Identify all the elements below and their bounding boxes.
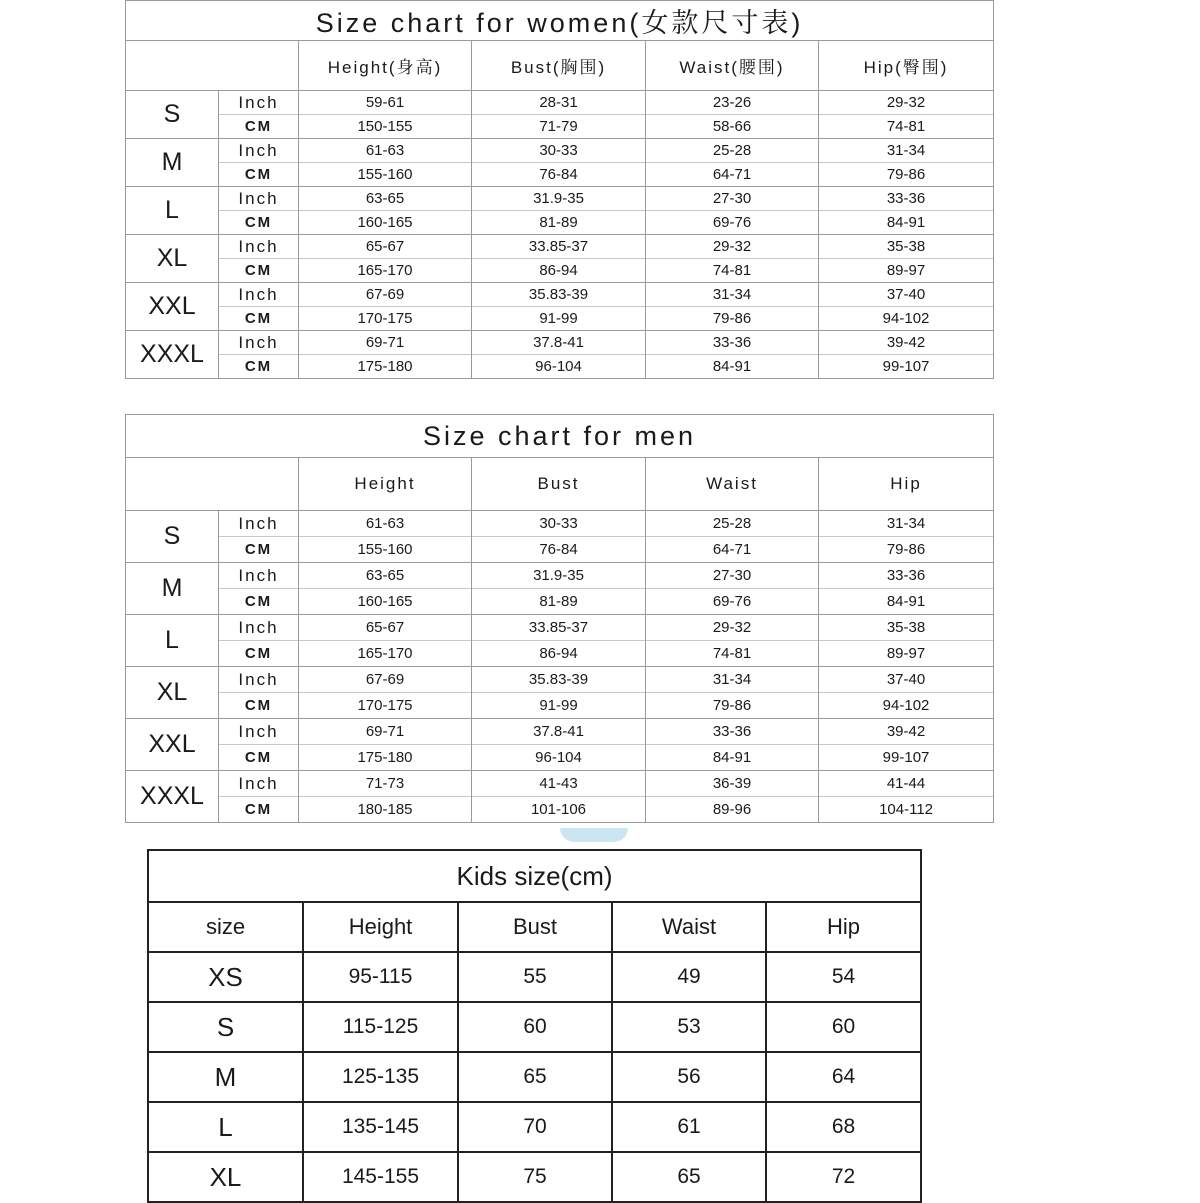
men-size-label: XL (126, 667, 219, 719)
women-unit-cm: CM (219, 355, 299, 379)
women-row-xxxl-inch (126, 331, 994, 355)
women-bust-cm-value: 91-99 (472, 307, 646, 331)
women-waist-inch-value: 31-34 (646, 283, 819, 307)
women-waist-inch-value: 27-30 (646, 187, 819, 211)
men-hip-inch-value: 33-36 (819, 563, 994, 589)
men-hip-inch-value: 39-42 (819, 719, 994, 745)
women-row-xl-inch (126, 235, 994, 259)
kids-bust-value: 55 (458, 952, 612, 1002)
women-header-hip: Hip(臀围) (819, 41, 994, 91)
women-row-s-inch (126, 91, 994, 115)
men-waist-cm-value: 84-91 (646, 745, 819, 771)
women-chart-title: Size chart for women(女款尺寸表) (126, 1, 994, 41)
kids-height-value: 115-125 (303, 1002, 458, 1052)
men-chart-title: Size chart for men (126, 415, 994, 458)
men-bust-inch-value: 37.8-41 (472, 719, 646, 745)
women-row-m-inch (126, 139, 994, 163)
women-height-cm-value: 175-180 (299, 355, 472, 379)
women-waist-cm-value: 58-66 (646, 115, 819, 139)
kids-header-hip: Hip (766, 902, 921, 952)
kids-size-value: XL (148, 1152, 303, 1202)
kids-height-value: 95-115 (303, 952, 458, 1002)
men-bust-cm-value: 96-104 (472, 745, 646, 771)
men-unit-inch: Inch (219, 563, 299, 589)
men-bust-cm-value: 86-94 (472, 641, 646, 667)
men-row-xxl-inch (126, 719, 994, 745)
women-hip-inch-value: 37-40 (819, 283, 994, 307)
kids-size-value: L (148, 1102, 303, 1152)
men-row-s-inch (126, 511, 994, 537)
women-header-row (126, 41, 994, 91)
kids-header-size: size (148, 902, 303, 952)
women-row-s-cm (126, 115, 994, 139)
kids-hip-value: 68 (766, 1102, 921, 1152)
kids-waist-value: 56 (612, 1052, 766, 1102)
men-hip-inch-value: 37-40 (819, 667, 994, 693)
women-unit-inch: Inch (219, 91, 299, 115)
men-waist-cm-value: 89-96 (646, 797, 819, 823)
men-unit-inch: Inch (219, 719, 299, 745)
kids-row-m (148, 1052, 921, 1102)
men-waist-inch-value: 33-36 (646, 719, 819, 745)
men-table-body (126, 415, 994, 823)
women-height-inch-value: 61-63 (299, 139, 472, 163)
kids-waist-value: 49 (612, 952, 766, 1002)
kids-size-value: M (148, 1052, 303, 1102)
men-bust-inch-value: 30-33 (472, 511, 646, 537)
men-bust-inch-value: 35.83-39 (472, 667, 646, 693)
women-unit-inch: Inch (219, 187, 299, 211)
women-row-xxxl-cm (126, 355, 994, 379)
men-hip-cm-value: 89-97 (819, 641, 994, 667)
women-size-label: L (126, 187, 219, 235)
men-hip-cm-value: 94-102 (819, 693, 994, 719)
kids-header-row (148, 902, 921, 952)
men-row-m-cm (126, 589, 994, 615)
women-waist-cm-value: 64-71 (646, 163, 819, 187)
kids-height-value: 135-145 (303, 1102, 458, 1152)
kids-bust-value: 65 (458, 1052, 612, 1102)
women-size-label: S (126, 91, 219, 139)
women-bust-cm-value: 81-89 (472, 211, 646, 235)
kids-header-bust: Bust (458, 902, 612, 952)
women-height-inch-value: 69-71 (299, 331, 472, 355)
men-header-bust: Bust (472, 458, 646, 511)
women-height-cm-value: 155-160 (299, 163, 472, 187)
men-hip-cm-value: 84-91 (819, 589, 994, 615)
women-unit-inch: Inch (219, 283, 299, 307)
women-waist-cm-value: 74-81 (646, 259, 819, 283)
men-waist-cm-value: 74-81 (646, 641, 819, 667)
kids-bust-value: 70 (458, 1102, 612, 1152)
women-hip-inch-value: 29-32 (819, 91, 994, 115)
men-height-inch-value: 71-73 (299, 771, 472, 797)
women-hip-cm-value: 89-97 (819, 259, 994, 283)
men-header-row (126, 458, 994, 511)
men-height-inch-value: 61-63 (299, 511, 472, 537)
kids-table-body (148, 850, 921, 1202)
men-bust-cm-value: 91-99 (472, 693, 646, 719)
men-size-label: S (126, 511, 219, 563)
men-bust-inch-value: 33.85-37 (472, 615, 646, 641)
women-hip-cm-value: 84-91 (819, 211, 994, 235)
men-height-cm-value: 180-185 (299, 797, 472, 823)
kids-waist-value: 61 (612, 1102, 766, 1152)
women-header-bust: Bust(胸围) (472, 41, 646, 91)
kids-header-height: Height (303, 902, 458, 952)
women-hip-cm-value: 99-107 (819, 355, 994, 379)
men-height-inch-value: 67-69 (299, 667, 472, 693)
women-unit-inch: Inch (219, 139, 299, 163)
kids-waist-value: 65 (612, 1152, 766, 1202)
men-waist-cm-value: 69-76 (646, 589, 819, 615)
kids-row-s (148, 1002, 921, 1052)
men-hip-cm-value: 104-112 (819, 797, 994, 823)
women-bust-cm-value: 96-104 (472, 355, 646, 379)
women-table-body (126, 1, 994, 379)
kids-bust-value: 60 (458, 1002, 612, 1052)
men-row-xxxl-inch (126, 771, 994, 797)
women-size-label: XXL (126, 283, 219, 331)
men-hip-inch-value: 41-44 (819, 771, 994, 797)
women-bust-inch-value: 31.9-35 (472, 187, 646, 211)
women-header-height: Height(身高) (299, 41, 472, 91)
women-unit-inch: Inch (219, 235, 299, 259)
men-bust-cm-value: 101-106 (472, 797, 646, 823)
women-waist-cm-value: 84-91 (646, 355, 819, 379)
women-header-blank (126, 41, 299, 91)
men-row-xxxl-cm (126, 797, 994, 823)
men-size-label: XXL (126, 719, 219, 771)
women-bust-inch-value: 35.83-39 (472, 283, 646, 307)
men-row-xl-cm (126, 693, 994, 719)
kids-chart-title: Kids size(cm) (148, 850, 921, 902)
women-height-cm-value: 165-170 (299, 259, 472, 283)
kids-size-chart (147, 849, 922, 1203)
kids-size-value: S (148, 1002, 303, 1052)
women-waist-inch-value: 33-36 (646, 331, 819, 355)
kids-size-value: XS (148, 952, 303, 1002)
men-height-cm-value: 170-175 (299, 693, 472, 719)
men-height-cm-value: 175-180 (299, 745, 472, 771)
women-hip-cm-value: 79-86 (819, 163, 994, 187)
men-unit-cm: CM (219, 693, 299, 719)
women-hip-inch-value: 31-34 (819, 139, 994, 163)
women-row-l-inch (126, 187, 994, 211)
men-hip-cm-value: 79-86 (819, 537, 994, 563)
men-header-blank (126, 458, 299, 511)
men-waist-inch-value: 27-30 (646, 563, 819, 589)
women-bust-cm-value: 76-84 (472, 163, 646, 187)
kids-hip-value: 72 (766, 1152, 921, 1202)
women-height-inch-value: 63-65 (299, 187, 472, 211)
men-hip-inch-value: 35-38 (819, 615, 994, 641)
men-height-cm-value: 160-165 (299, 589, 472, 615)
men-height-inch-value: 65-67 (299, 615, 472, 641)
women-size-label: XL (126, 235, 219, 283)
men-bust-inch-value: 41-43 (472, 771, 646, 797)
kids-height-value: 145-155 (303, 1152, 458, 1202)
men-waist-inch-value: 29-32 (646, 615, 819, 641)
women-unit-cm: CM (219, 307, 299, 331)
women-row-xxl-inch (126, 283, 994, 307)
women-hip-inch-value: 33-36 (819, 187, 994, 211)
women-row-xl-cm (126, 259, 994, 283)
women-hip-inch-value: 35-38 (819, 235, 994, 259)
women-height-cm-value: 150-155 (299, 115, 472, 139)
women-waist-inch-value: 25-28 (646, 139, 819, 163)
men-header-height: Height (299, 458, 472, 511)
men-height-cm-value: 165-170 (299, 641, 472, 667)
men-height-inch-value: 69-71 (299, 719, 472, 745)
men-header-waist: Waist (646, 458, 819, 511)
kids-header-waist: Waist (612, 902, 766, 952)
men-row-m-inch (126, 563, 994, 589)
women-hip-inch-value: 39-42 (819, 331, 994, 355)
women-hip-cm-value: 94-102 (819, 307, 994, 331)
women-size-label: XXXL (126, 331, 219, 379)
men-waist-inch-value: 36-39 (646, 771, 819, 797)
men-unit-inch: Inch (219, 667, 299, 693)
men-bust-inch-value: 31.9-35 (472, 563, 646, 589)
men-header-hip: Hip (819, 458, 994, 511)
women-bust-inch-value: 30-33 (472, 139, 646, 163)
men-hip-cm-value: 99-107 (819, 745, 994, 771)
women-height-inch-value: 59-61 (299, 91, 472, 115)
men-waist-cm-value: 64-71 (646, 537, 819, 563)
women-height-cm-value: 170-175 (299, 307, 472, 331)
men-bust-cm-value: 81-89 (472, 589, 646, 615)
men-row-l-cm (126, 641, 994, 667)
men-unit-inch: Inch (219, 511, 299, 537)
women-bust-inch-value: 37.8-41 (472, 331, 646, 355)
men-height-cm-value: 155-160 (299, 537, 472, 563)
women-size-chart (125, 0, 994, 379)
kids-hip-value: 54 (766, 952, 921, 1002)
men-bust-cm-value: 76-84 (472, 537, 646, 563)
women-waist-inch-value: 23-26 (646, 91, 819, 115)
women-row-m-cm (126, 163, 994, 187)
women-unit-cm: CM (219, 211, 299, 235)
women-waist-inch-value: 29-32 (646, 235, 819, 259)
women-hip-cm-value: 74-81 (819, 115, 994, 139)
women-height-inch-value: 67-69 (299, 283, 472, 307)
women-bust-cm-value: 86-94 (472, 259, 646, 283)
women-unit-cm: CM (219, 115, 299, 139)
men-unit-inch: Inch (219, 615, 299, 641)
kids-row-l (148, 1102, 921, 1152)
women-unit-cm: CM (219, 163, 299, 187)
men-hip-inch-value: 31-34 (819, 511, 994, 537)
decorative-blob (560, 828, 628, 842)
men-size-label: XXXL (126, 771, 219, 823)
kids-hip-value: 64 (766, 1052, 921, 1102)
kids-hip-value: 60 (766, 1002, 921, 1052)
men-row-xl-inch (126, 667, 994, 693)
men-height-inch-value: 63-65 (299, 563, 472, 589)
kids-height-value: 125-135 (303, 1052, 458, 1102)
men-size-label: M (126, 563, 219, 615)
women-height-cm-value: 160-165 (299, 211, 472, 235)
men-waist-inch-value: 25-28 (646, 511, 819, 537)
women-row-l-cm (126, 211, 994, 235)
men-size-label: L (126, 615, 219, 667)
men-row-l-inch (126, 615, 994, 641)
men-unit-cm: CM (219, 537, 299, 563)
women-unit-inch: Inch (219, 331, 299, 355)
men-row-s-cm (126, 537, 994, 563)
men-waist-cm-value: 79-86 (646, 693, 819, 719)
kids-waist-value: 53 (612, 1002, 766, 1052)
women-unit-cm: CM (219, 259, 299, 283)
men-row-xxl-cm (126, 745, 994, 771)
women-waist-cm-value: 79-86 (646, 307, 819, 331)
men-unit-cm: CM (219, 745, 299, 771)
men-unit-cm: CM (219, 797, 299, 823)
men-unit-inch: Inch (219, 771, 299, 797)
kids-row-xs (148, 952, 921, 1002)
women-size-label: M (126, 139, 219, 187)
women-bust-cm-value: 71-79 (472, 115, 646, 139)
women-bust-inch-value: 28-31 (472, 91, 646, 115)
men-size-chart (125, 414, 994, 823)
women-row-xxl-cm (126, 307, 994, 331)
kids-row-xl (148, 1152, 921, 1202)
women-height-inch-value: 65-67 (299, 235, 472, 259)
women-waist-cm-value: 69-76 (646, 211, 819, 235)
women-header-waist: Waist(腰围) (646, 41, 819, 91)
women-bust-inch-value: 33.85-37 (472, 235, 646, 259)
kids-bust-value: 75 (458, 1152, 612, 1202)
men-unit-cm: CM (219, 641, 299, 667)
men-unit-cm: CM (219, 589, 299, 615)
men-waist-inch-value: 31-34 (646, 667, 819, 693)
